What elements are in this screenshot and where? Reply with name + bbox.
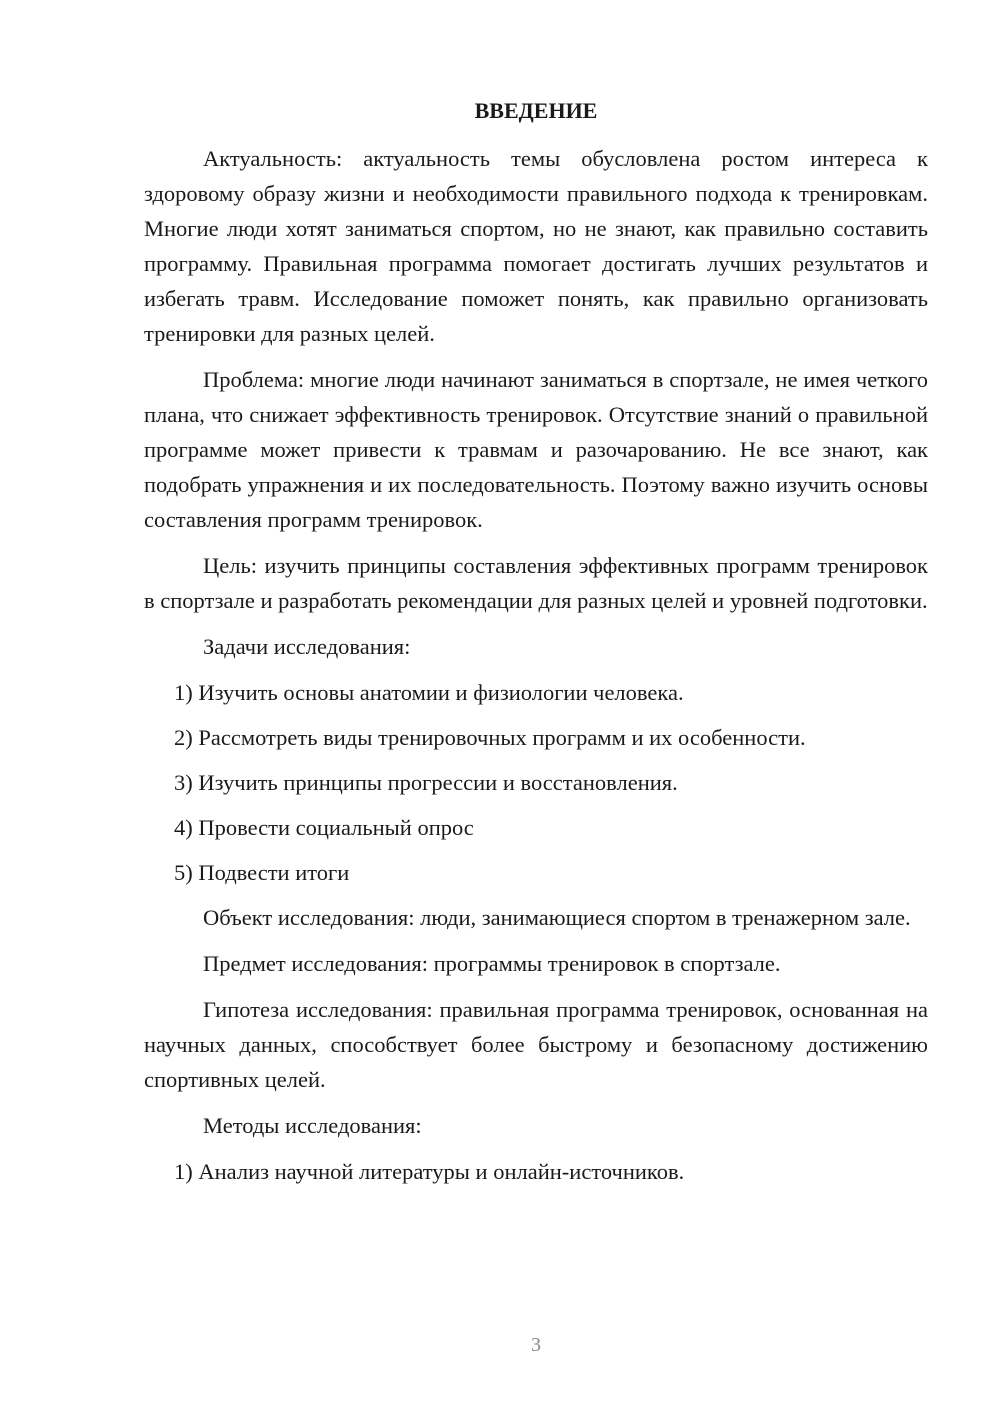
problem-paragraph: Проблема: многие люди начинают заниматься в спортзале, не имея четкого плана, что снижает эффективность тренировок. Отсутствие знаний о правильной программе может привести к травмам и разочарованию. Не все знают, как подобрать упражнения и их последовательность. Поэтому важно изучить основы составления программ тренировок. (144, 367, 928, 532)
task-item-1: 1) Изучить основы анатомии и физиологии человека. (174, 680, 684, 705)
method-item-1: 1) Анализ научной литературы и онлайн-источников. (174, 1159, 685, 1184)
goal-paragraph: Цель: изучить принципы составления эффективных программ тренировок в спортзале и разработать рекомендации для разных целей и уровней подготовки. (144, 553, 928, 613)
page-number: 3 (531, 1334, 541, 1356)
task-item-5: 5) Подвести итоги (174, 860, 350, 885)
methods-title: Методы исследования: (203, 1113, 422, 1138)
subject-paragraph: Предмет исследования: программы тренировок в спортзале. (203, 951, 781, 976)
task-item-2: 2) Рассмотреть виды тренировочных программ и их особенности. (174, 725, 806, 750)
hypothesis-paragraph: Гипотеза исследования: правильная программа тренировок, основанная на научных данных, способствует более быстрому и безопасному достижению спортивных целей. (144, 997, 928, 1092)
object-paragraph: Объект исследования: люди, занимающиеся спортом в тренажерном зале. (203, 905, 911, 930)
tasks-title: Задачи исследования: (203, 634, 411, 659)
relevance-paragraph: Актуальность: актуальность темы обусловлена ростом интереса к здоровому образу жизни и необходимости правильного подхода к тренировкам. Многие люди хотят заниматься спортом, но не знают, как правильно составить программу. Правильная программа помогает достигать лучших результатов и избегать травм. Исследование поможет понять, как правильно организовать тренировки для разных целей. (144, 146, 928, 346)
page-content (144, 94, 928, 1199)
section-heading: ВВЕДЕНИЕ (474, 98, 598, 123)
task-item-3: 3) Изучить принципы прогрессии и восстановления. (174, 770, 678, 795)
task-item-4: 4) Провести социальный опрос (174, 815, 474, 840)
